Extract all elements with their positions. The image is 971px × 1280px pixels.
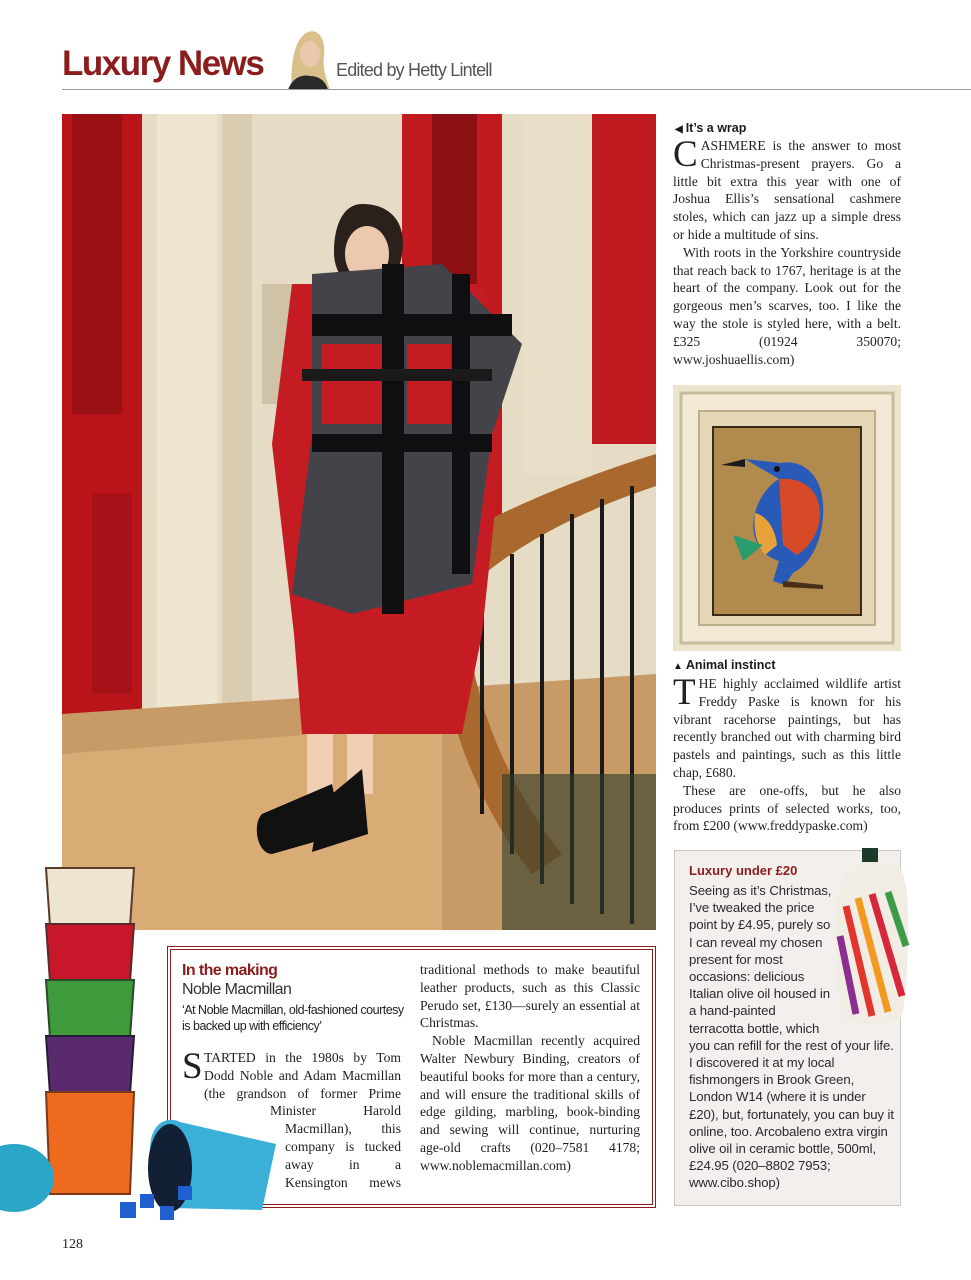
animal-paragraph-2: These are one-offs, but he also produces prints of selected works, too, from £200 (www.freddypaske.com) bbox=[673, 782, 901, 834]
making-column-2 bbox=[420, 961, 640, 1175]
making-title: In the making bbox=[182, 962, 278, 979]
leather-dice-cups-photo bbox=[0, 860, 290, 1230]
animal-dropcap: T bbox=[673, 672, 696, 713]
editor-avatar bbox=[282, 26, 330, 90]
wrap-paragraph-1 bbox=[673, 134, 901, 244]
wrap-dropcap: C bbox=[673, 134, 698, 175]
model-cashmere-stole-photo bbox=[62, 114, 656, 930]
making-paragraph-1-continued: traditional methods to make beautiful leather products, such as this Classic Perudo set, £130—surely an essential at Christmas. bbox=[420, 962, 640, 1031]
luxury-body-text: Seeing as it’s Christmas, I’ve tweaked the price point by £4.95, purely so I can reveal my chosen present for most occasions: delicious Italian olive oil housed in a hand-painted terracotta bottle, which you can refill for the rest of your life. I discovered it at my local fishmongers in Brook Green, London W14 (where it is under £20), but, fortunately, you can buy it online, too. Arcobaleno extra virgin olive oil in ceramic bottle, 500ml, £24.95 (020–8802 7953; www.cibo.shop) bbox=[689, 883, 894, 1191]
wrap-heading bbox=[675, 121, 746, 135]
animal-heading-text: Animal instinct bbox=[685, 658, 776, 672]
page-number: 128 bbox=[62, 1237, 83, 1252]
animal-heading bbox=[673, 658, 776, 672]
animal-lead-caps: HE bbox=[698, 676, 717, 691]
making-lead-caps: TARTED bbox=[204, 1050, 256, 1065]
arrow-up-icon: ▲ bbox=[673, 661, 683, 672]
animal-article bbox=[673, 672, 901, 835]
making-pull-quote: ‘At Noble Macmillan, old-fashioned courtesy is backed up with efficiency’ bbox=[182, 1003, 404, 1033]
luxury-title: Luxury under £20 bbox=[689, 863, 798, 878]
animal-paragraph-1-text: highly acclaimed wildlife artist Freddy Paske is known for his vibrant racehorse paintings, but has recently branched out with charming bird pastels and paintings, such as this little chap, £680. bbox=[673, 676, 901, 780]
olive-oil-bottle-photo bbox=[832, 846, 912, 1028]
making-paragraph-2: Noble Macmillan recently acquired Walter Newbury Binding, creators of beautiful books for more than a century, and will ensure the traditional skills of edge gilding, marbling, book-binding and sewing will continue, nurturing age-old crafts (020–7581 4178; www.noblemacmillan.com) bbox=[420, 1033, 640, 1173]
arrow-left-icon: ◀ bbox=[675, 124, 683, 135]
page-title: Luxury News bbox=[62, 44, 264, 83]
making-subtitle: Noble Macmillan bbox=[182, 981, 292, 998]
wrap-paragraph-2: With roots in the Yorkshire countryside that reach back to 1767, heritage is at the heart of the company. Look out for the gorgeous men’s scarves, too. I like the way the stole is styled here, with a belt. £325 (01924 350070; www.joshuaellis.com) bbox=[673, 244, 901, 367]
wrap-article bbox=[673, 134, 901, 368]
making-dropcap: S bbox=[182, 1046, 203, 1087]
animal-paragraph-1 bbox=[673, 672, 901, 782]
wrap-paragraph-1-text: is the answer to most Christmas-present prayers. Go a little bit extra this year with one of Joshua Ellis’s sensational cashmere stoles, which can jazz up a simple dress or hide a multitude of sins. bbox=[673, 138, 901, 242]
wrap-heading-text: It’s a wrap bbox=[685, 121, 747, 135]
header-divider bbox=[62, 89, 971, 90]
kingfisher-painting-photo bbox=[673, 385, 901, 651]
wrap-lead-caps: ASHMERE bbox=[700, 138, 766, 153]
editor-credit: Edited by Hetty Lintell bbox=[336, 60, 492, 80]
making-paragraph-1-col1: in the 1980s by Tom Dodd Noble and Adam Macmillan (the grandson of former Prime Minister Harold Macmillan), this company is tucked away in a Kensington mews bbox=[204, 1050, 401, 1190]
